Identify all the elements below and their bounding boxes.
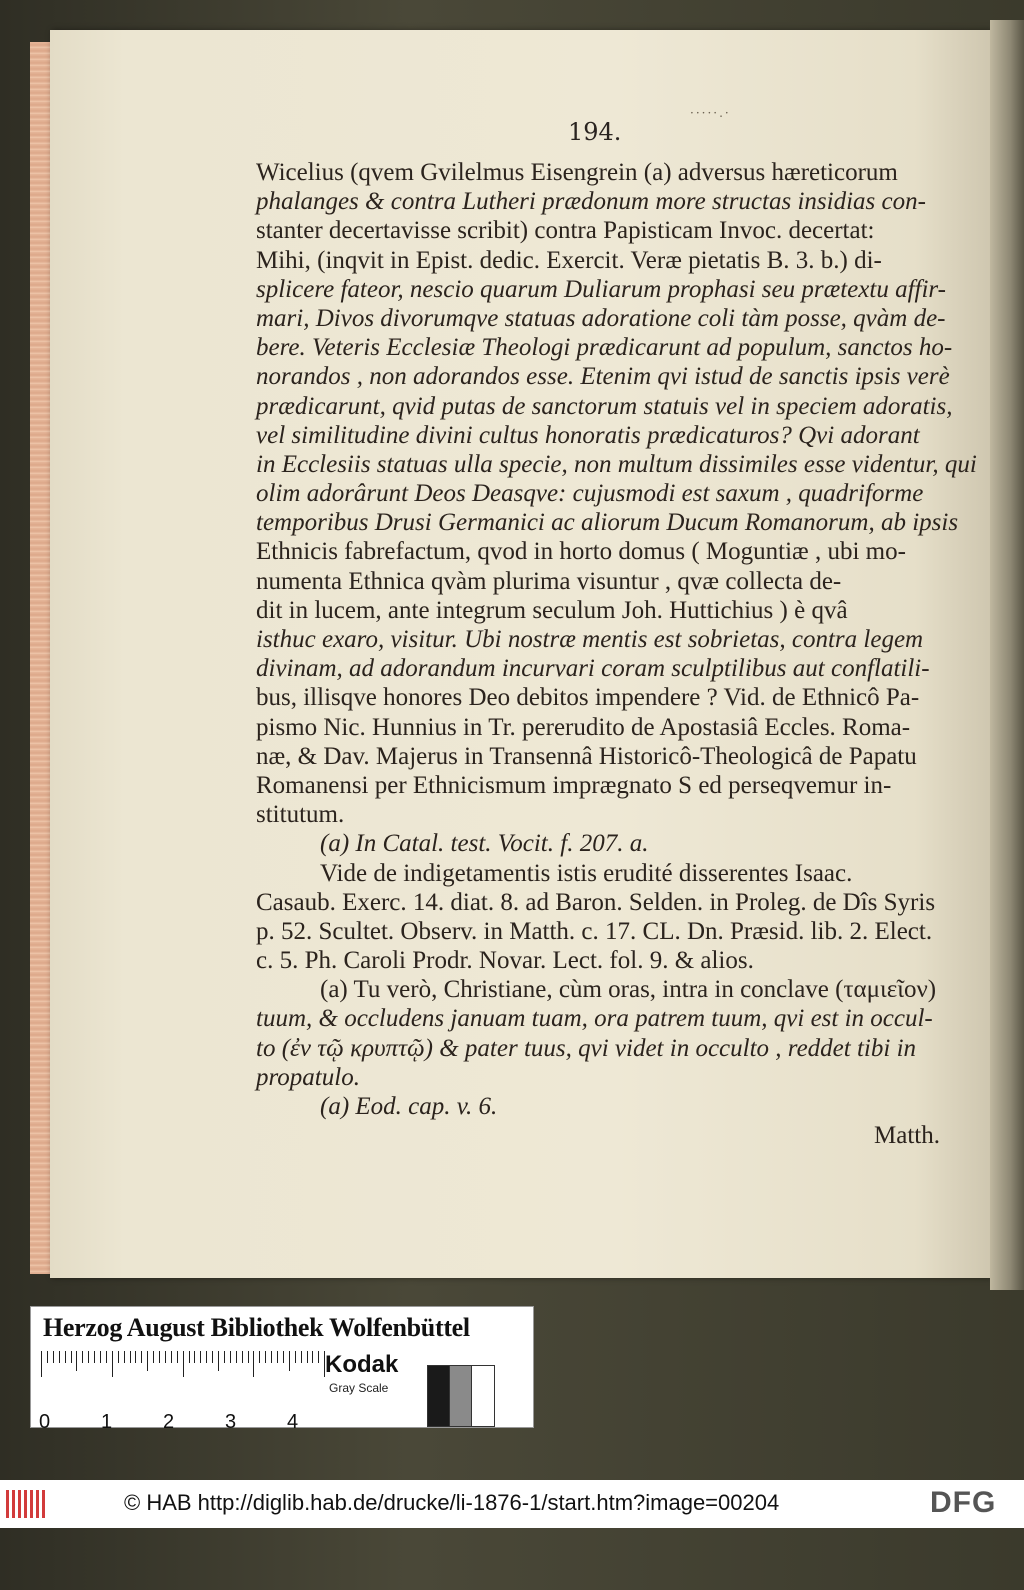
page-number: 194. — [568, 118, 622, 146]
ruler-number: 3 — [225, 1411, 237, 1433]
ruler-tick — [177, 1351, 178, 1363]
text-line: næ, & Dav. Majerus in Transennâ Historicô-Theologicâ de Papatu — [256, 742, 917, 770]
calibration-card — [30, 1306, 534, 1433]
kodak-logo: Kodak — [325, 1351, 399, 1378]
footer-copyright-link[interactable]: © HAB http://diglib.hab.de/drucke/li-1876-1/start.htm?image=00204 — [124, 1490, 780, 1515]
text-line: Ethnicis fabrefactum, qvod in horto domus ( Moguntiæ , ubi mo- — [256, 538, 906, 566]
ruler-tick — [206, 1351, 207, 1363]
text-line: Wicelius (qvem Gvilelmus Eisengrein (a) adversus hæreticorum — [256, 159, 898, 186]
ruler-tick — [253, 1351, 254, 1377]
ruler-tick — [271, 1351, 272, 1363]
ruler-tick — [141, 1351, 142, 1363]
text-line: divinam, ad adorandum incurvari coram sculptilibus aut conflatili- — [256, 655, 930, 683]
page-top-mark: ·····.· — [690, 106, 731, 120]
text-line: dit in lucem, ante integrum seculum Joh. Huttichius ) è qvâ — [256, 596, 848, 624]
ruler-tick — [76, 1351, 77, 1371]
ruler-tick — [171, 1351, 172, 1363]
ruler-tick — [289, 1351, 290, 1371]
ruler-tick — [248, 1351, 249, 1363]
ruler-tick — [65, 1351, 66, 1363]
text-line: norandos , non adorandos esse. Etenim qvi istud de sanctis ipsis verè — [256, 363, 950, 391]
text-line: olim adorârunt Deos Deasqve: cujusmodi est saxum , quadriforme — [256, 480, 924, 508]
ruler-tick — [59, 1351, 60, 1363]
ruler-tick — [283, 1351, 284, 1363]
ruler-tick — [82, 1351, 83, 1363]
ruler-tick — [159, 1351, 160, 1363]
ruler-number: 4 — [287, 1411, 299, 1433]
dfg-logo: DFG — [930, 1486, 997, 1519]
text-line: phalanges & contra Lutheri prædonum more structas insidias con- — [256, 188, 926, 216]
text-line: prædicarunt, qvid putas de sanctorum statuis vel in speciem adoratis, — [256, 392, 953, 420]
text-line: propatulo. — [256, 1063, 360, 1091]
text-line: Vide de indigetamentis istis erudité disserentes Isaac. — [320, 859, 853, 887]
text-line: bere. Veteris Ecclesiæ Theologi prædicarunt ad populum, sanctos ho- — [256, 334, 953, 362]
text-line: bus, illisqve honores Deo debitos impendere ? Vid. de Ethnicô Pa- — [256, 684, 920, 712]
ruler-tick — [88, 1351, 89, 1363]
ruler-number: 0 — [39, 1411, 51, 1433]
ruler-tick — [53, 1351, 54, 1363]
ruler-tick — [153, 1351, 154, 1363]
ruler-tick — [200, 1351, 201, 1363]
ruler-tick — [212, 1351, 213, 1363]
ruler-tick — [41, 1351, 42, 1377]
text-line: mari, Divos divorumqve statuas adoratione coli tàm posse, qvàm de- — [256, 304, 946, 332]
text-line: (a) In Catal. test. Vocit. f. 207. a. — [320, 830, 649, 858]
ruler-tick — [47, 1351, 48, 1363]
ruler-tick — [318, 1351, 319, 1363]
text-line: stanter decertavisse scribit) contra Papisticam Invoc. decertat: — [256, 217, 875, 245]
ruler — [39, 1351, 331, 1433]
footer-bar — [0, 1480, 1024, 1528]
ruler-tick — [259, 1351, 260, 1363]
ruler-tick — [218, 1351, 219, 1371]
ruler-tick — [230, 1351, 231, 1363]
ruler-tick — [307, 1351, 308, 1363]
text-line: (a) Tu verò, Christiane, cùm oras, intra in conclave (ταμιεῖον) — [320, 976, 937, 1004]
ruler-tick — [189, 1351, 190, 1363]
text-line: (a) Eod. cap. v. 6. — [320, 1093, 498, 1120]
ruler-tick — [118, 1351, 119, 1363]
ruler-tick — [183, 1351, 184, 1377]
text-line: vel similitudine divini cultus honoratis prædicaturos? Qvi adorant — [256, 421, 920, 449]
ruler-tick — [94, 1351, 95, 1363]
ruler-number: 1 — [101, 1411, 113, 1433]
ruler-tick — [124, 1351, 125, 1363]
hab-logo-icon — [6, 1490, 46, 1518]
text-line: isthuc exaro, visitur. Ubi nostræ mentis est sobrietas, contra legem — [256, 626, 924, 653]
gray-swatch — [471, 1365, 495, 1427]
ruler-tick — [224, 1351, 225, 1363]
text-line: numenta Ethnica qvàm plurima visuntur , qvæ collecta de- — [256, 567, 842, 595]
text-line: Romanensi per Ethnicismum imprægnato S ed perseqvemur in- — [256, 771, 892, 799]
text-line: c. 5. Ph. Caroli Prodr. Novar. Lect. fol. 9. & alios. — [256, 947, 754, 975]
text-line: Matth. — [874, 1122, 940, 1150]
text-line: tuum, & occludens januam tuam, ora patrem tuum, qvi est in occul- — [256, 1005, 933, 1033]
ruler-tick — [301, 1351, 302, 1363]
ruler-tick — [295, 1351, 296, 1363]
ruler-tick — [265, 1351, 266, 1363]
text-line: Casaub. Exerc. 14. diat. 8. ad Baron. Selden. in Proleg. de Dîs Syris — [256, 888, 936, 916]
ruler-tick — [194, 1351, 195, 1363]
ruler-tick — [242, 1351, 243, 1363]
ruler-tick — [106, 1351, 107, 1363]
ruler-tick — [130, 1351, 131, 1363]
ruler-tick — [135, 1351, 136, 1363]
gray-swatch — [427, 1365, 451, 1427]
text-line: Mihi, (inqvit in Epist. dedic. Exercit. Veræ pietatis B. 3. b.) di- — [256, 246, 882, 274]
text-line: pismo Nic. Hunnius in Tr. pererudito de Apostasiâ Eccles. Roma- — [256, 713, 911, 741]
ruler-tick — [147, 1351, 148, 1371]
text-line: splicere fateor, nescio quarum Duliarum prophasi seu prætextu affir- — [256, 275, 946, 303]
page-text — [256, 158, 977, 1150]
ruler-tick — [236, 1351, 237, 1363]
text-line: in Ecclesiis statuas ulla specie, non multum dissimiles esse videntur, qui — [256, 450, 977, 478]
text-line: to (ἐν τῷ κρυπτῷ) & pater tuus, qvi videt in occulto , reddet tibi in — [256, 1034, 917, 1062]
ruler-tick — [165, 1351, 166, 1363]
book-gutter — [990, 20, 1024, 1290]
ruler-tick — [100, 1351, 101, 1363]
ruler-tick — [71, 1351, 72, 1363]
ruler-tick — [112, 1351, 113, 1377]
ruler-tick — [312, 1351, 313, 1363]
gray-scale-label: Gray Scale — [329, 1381, 389, 1395]
text-line: temporibus Drusi Germanici ac aliorum Ducum Romanorum, ab ipsis — [256, 509, 959, 537]
text-line: stitutum. — [256, 801, 345, 829]
text-line: p. 52. Scultet. Observ. in Matth. c. 17. CL. Dn. Præsid. lib. 2. Elect. — [256, 917, 933, 945]
library-title: Herzog August Bibliothek Wolfenbüttel — [43, 1313, 470, 1342]
ruler-number: 2 — [163, 1411, 175, 1433]
ruler-tick — [277, 1351, 278, 1363]
gray-swatch — [449, 1365, 473, 1427]
